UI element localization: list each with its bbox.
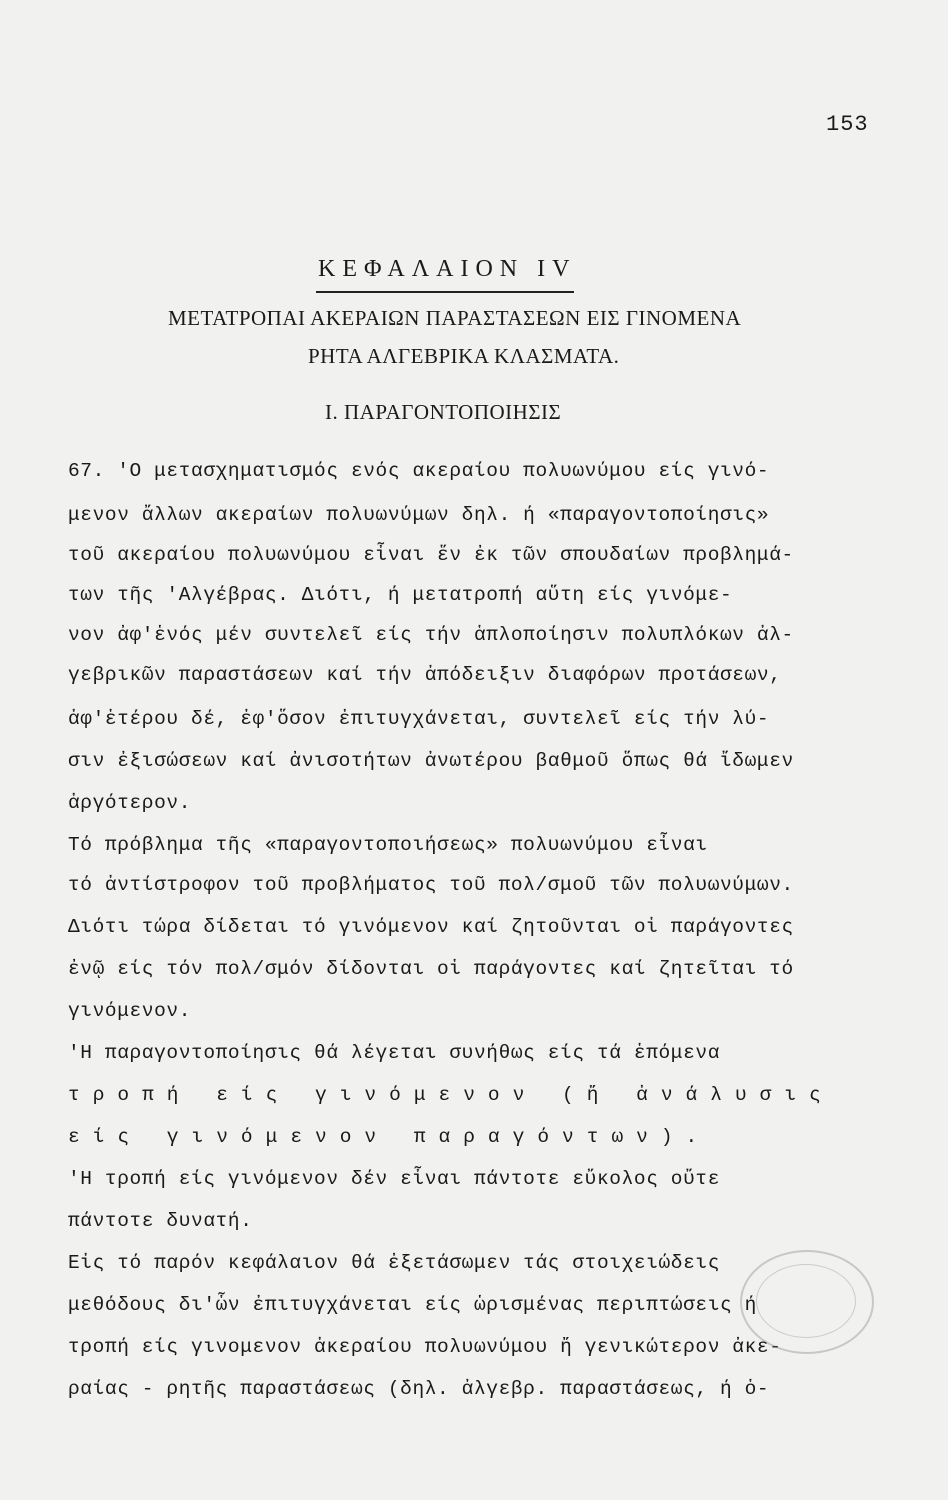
- body-line: ἐνῷ είς τόν πολ/σμόν δίδονται οἱ παράγοντες καί ζητεῖται τό: [68, 958, 794, 980]
- library-stamp: [740, 1250, 874, 1354]
- body-line: ἀργότερον.: [68, 792, 192, 814]
- page-number: 153: [826, 112, 869, 137]
- body-line: πάντοτε δυνατή.: [68, 1210, 253, 1232]
- body-line: 'Η τροπή είς γινόμενον δέν εἶναι πάντοτε εὔκολος οὔτε: [68, 1168, 721, 1190]
- chapter-title-line-2: ΡΗΤΑ ΑΛΓΕΒΡΙΚΑ ΚΛΑΣΜΑΤΑ.: [308, 344, 620, 368]
- body-line: ἀφ'ἑτέρου δέ, ἐφ'ὅσον ἐπιτυγχάνεται, συντελεῖ είς τήν λύ-: [68, 708, 770, 730]
- body-line: Εἰς τό παρόν κεφάλαιον θά ἐξετάσωμεν τάς στοιχειώδεις: [68, 1252, 721, 1274]
- body-line: σιν ἐξισώσεων καί ἀνισοτήτων ἀνωτέρου βαθμοῦ ὅπως θά ἴδωμεν: [68, 750, 794, 772]
- body-line: 67. 'Ο μετασχηματισμός ενός ακεραίου πολυωνύμου είς γινό-: [68, 460, 770, 482]
- body-line: τροπή είς γινομενον ἀκεραίου πολυωνύμου ἤ γενικώτερον ἀκε-: [68, 1336, 782, 1358]
- body-line: τοῦ ακεραίου πολυωνύμου εἶναι ἕν ἐκ τῶν σπουδαίων προβλημά-: [68, 544, 794, 566]
- body-line: 'Η παραγοντοποίησις θά λέγεται συνήθως είς τά ἑπόμενα: [68, 1042, 721, 1064]
- chapter-underline: [316, 291, 574, 293]
- body-line: μεθόδους δι'ὧν ἐπιτυγχάνεται είς ὡρισμένας περιπτώσεις ή: [68, 1294, 757, 1316]
- section-heading: I. ΠΑΡΑΓΟΝΤΟΠΟΙΗΣΙΣ: [325, 400, 562, 424]
- body-line: μενον ἄλλων ακεραίων πολυωνύμων δηλ. ή «παραγοντοποίησις»: [68, 504, 770, 526]
- body-line-spaced: είς γινόμενον παραγόντων).: [68, 1126, 711, 1148]
- chapter-heading: ΚΕΦΑΛΑΙΟΝ IV: [318, 256, 577, 282]
- chapter-title-line-1: ΜΕΤΑΤΡΟΠΑΙ ΑΚΕΡΑΙΩΝ ΠΑΡΑΣΤΑΣΕΩΝ ΕΙΣ ΓΙΝΟΜΕΝΑ: [168, 306, 742, 330]
- body-line: νον ἀφ'ἑνός μέν συντελεῖ είς τήν ἁπλοποίησιν πολυπλόκων ἀλ-: [68, 624, 794, 646]
- body-line: γεβρικῶν παραστάσεων καί τήν ἀπόδειξιν διαφόρων προτάσεων,: [68, 664, 782, 686]
- body-line-spaced: τροπή είς γινόμενον (ἤ ἀνάλυσις: [68, 1084, 834, 1106]
- library-stamp-inner-ring: [756, 1264, 856, 1338]
- body-line: τό ἀντίστροφον τοῦ προβλήματος τοῦ πολ/σμοῦ τῶν πολυωνύμων.: [68, 874, 794, 896]
- body-line: Τό πρόβλημα τῆς «παραγοντοποιήσεως» πολυωνύμου εἶναι: [68, 834, 708, 856]
- body-line: γινόμενον.: [68, 1000, 192, 1022]
- body-line: Διότι τώρα δίδεται τό γινόμενον καί ζητοῦνται οἱ παράγοντες: [68, 916, 794, 938]
- body-line: των τῆς 'Αλγέβρας. Διότι, ή μετατροπή αὕτη είς γινόμε-: [68, 584, 733, 606]
- body-line: ραίας - ρητῆς παραστάσεως (δηλ. ἀλγεβρ. παραστάσεως, ή ὁ-: [68, 1378, 770, 1400]
